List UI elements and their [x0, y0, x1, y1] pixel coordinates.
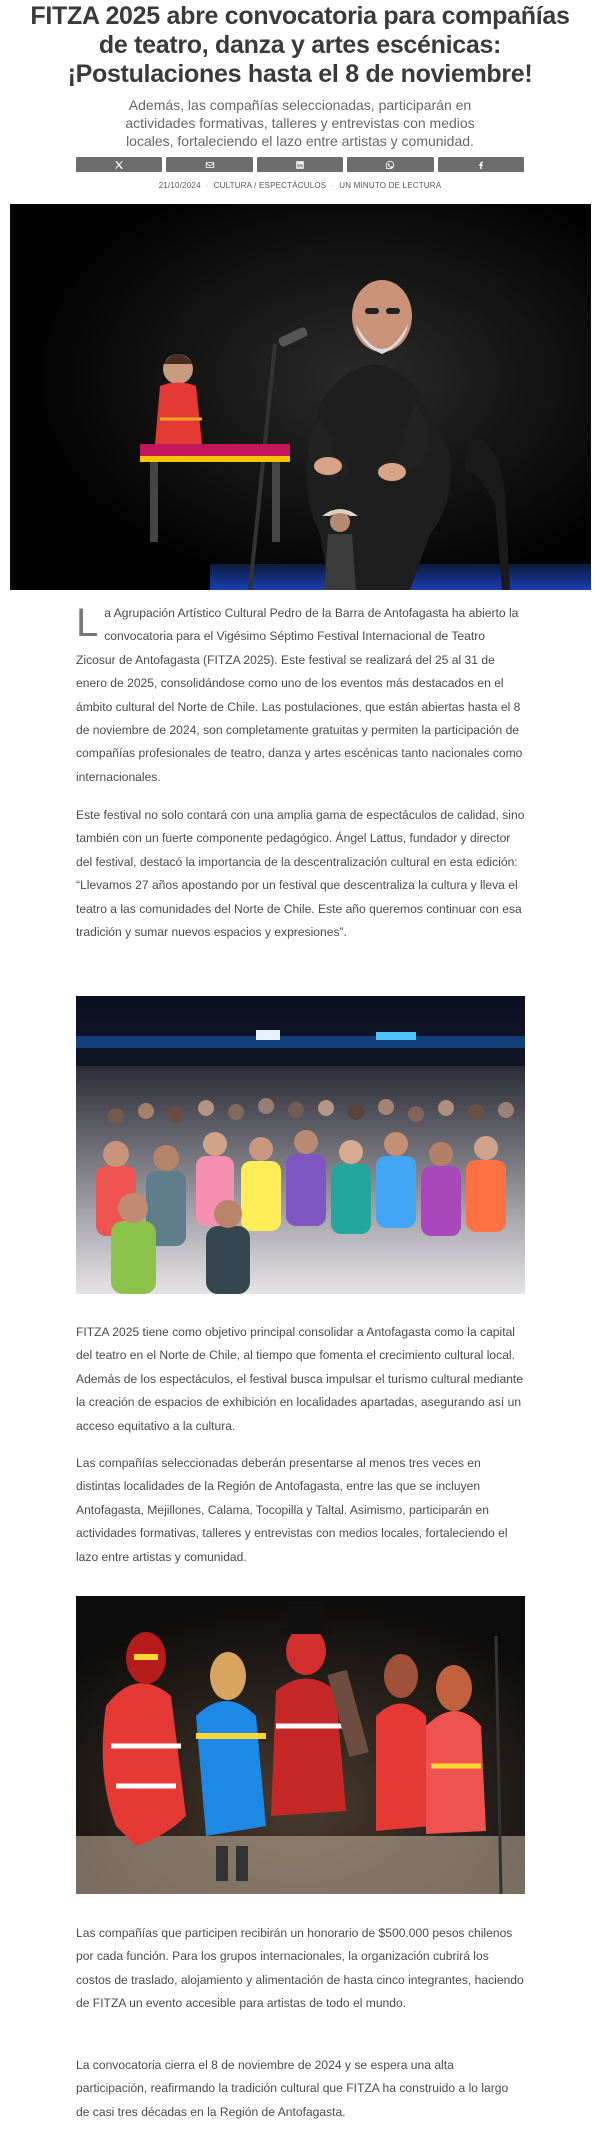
share-whatsapp-button[interactable]: [347, 157, 433, 172]
hero-photo-illustration: [10, 204, 591, 590]
envelope-icon: [205, 160, 215, 170]
article-meta: 21/10/2024 · CULTURA / ESPECTÁCULOS · UN MINUTO DE LECTURA: [158, 181, 442, 190]
paragraph-text: a Agrupación Artístico Cultural Pedro de la Barra de Antofagasta ha abierto la convocatoria para el Vigésimo Séptimo Festival Internacional de Teatro Zicosur de Antofagasta (FITZA 2025). Este festival se realizará del 25 al 31 de enero de 2025, consolidándose como uno de los eventos más destacados en el ámbito cultural del Norte de Chile. Las postulaciones, que están abiertas hasta el 8 de noviembre de 2024, son completamente gratuitas y permiten la participación de compañías profesionales de teatro, danza y artes escénicas tanto nacionales como internacionales.: [76, 606, 523, 784]
share-email-button[interactable]: [166, 157, 252, 172]
article-title: FITZA 2025 abre convocatoria para compañías de teatro, danza y artes escénicas: ¡Postulaciones hasta el 8 de noviembre!: [30, 2, 570, 88]
article-paragraph: FITZA 2025 tiene como objetivo principal consolidar a Antofagasta como la capital del teatro en el Norte de Chile, al tiempo que fomenta el crecimiento cultural local. Además de los espectáculos, el festival busca impulsar el turismo cultural mediante la creación de espacios de exhibición en localidades apartadas, asegurando así un acceso equitativo a la cultura.: [76, 1325, 524, 1433]
article-subtitle: Además, las compañías seleccionadas, participarán en actividades formativas, talleres y entrevistas con medios locales, fortaleciendo el lazo entre artistas y comunidad.: [125, 97, 475, 149]
whatsapp-icon: [385, 160, 395, 170]
article-paragraph: [76, 602, 525, 789]
share-linkedin-button[interactable]: [257, 157, 343, 172]
dropcap: L: [76, 601, 99, 645]
dancers-photo: [76, 1596, 525, 1894]
linkedin-icon: [295, 160, 305, 170]
audience-photo-illustration: [76, 996, 525, 1294]
article-date: 21/10/2024: [158, 181, 201, 190]
dancers-photo-illustration: [76, 1596, 525, 1894]
article-paragraph: Las compañías que participen recibirán un honorario de $500.000 pesos chilenos por cada función. Para los grupos internacionales, la organización cubrirá los costos de traslado, alojamiento y alimentación de hasta cinco integrantes, haciendo de FITZA un evento accesible para artistas de todo el mundo.: [76, 1926, 524, 2011]
article-paragraph: Este festival no solo contará con una amplia gama de espectáculos de calidad, sino también con un fuerte componente pedagógico. Ángel Lattus, fundador y director del festival, destacó la importancia de la descentralización cultural en esta edición: “Llevamos 27 años apostando por un festival que descentraliza la cultura y lleva el teatro a las comunidades del Norte de Chile. Este año queremos continuar con esa tradición y sumar nuevos espacios y expresiones”.: [76, 808, 525, 940]
share-x-button[interactable]: [76, 157, 162, 172]
share-bar: [76, 157, 524, 172]
audience-photo: [76, 996, 525, 1294]
hero-photo: [10, 204, 591, 590]
reading-time: UN MINUTO DE LECTURA: [339, 181, 442, 190]
x-logo-icon: [114, 160, 124, 170]
share-facebook-button[interactable]: [438, 157, 524, 172]
article-paragraph: Las compañías seleccionadas deberán presentarse al menos tres veces en distintas localidades de la Región de Antofagasta, entre las que se incluyen Antofagasta, Mejillones, Calama, Tocopilla y Taltal. Asimismo, participarán en actividades formativas, talleres y entrevistas con medios locales, fortaleciendo el lazo entre artistas y comunidad.: [76, 1456, 508, 1564]
article-paragraph: La convocatoria cierra el 8 de noviembre de 2024 y se espera una alta participación, reafirmando la tradición cultural que FITZA ha construido a lo largo de casi tres décadas en la Región de Antofagasta.: [76, 2058, 509, 2119]
article-category[interactable]: CULTURA / ESPECTÁCULOS: [213, 181, 327, 190]
facebook-icon: [476, 160, 486, 170]
